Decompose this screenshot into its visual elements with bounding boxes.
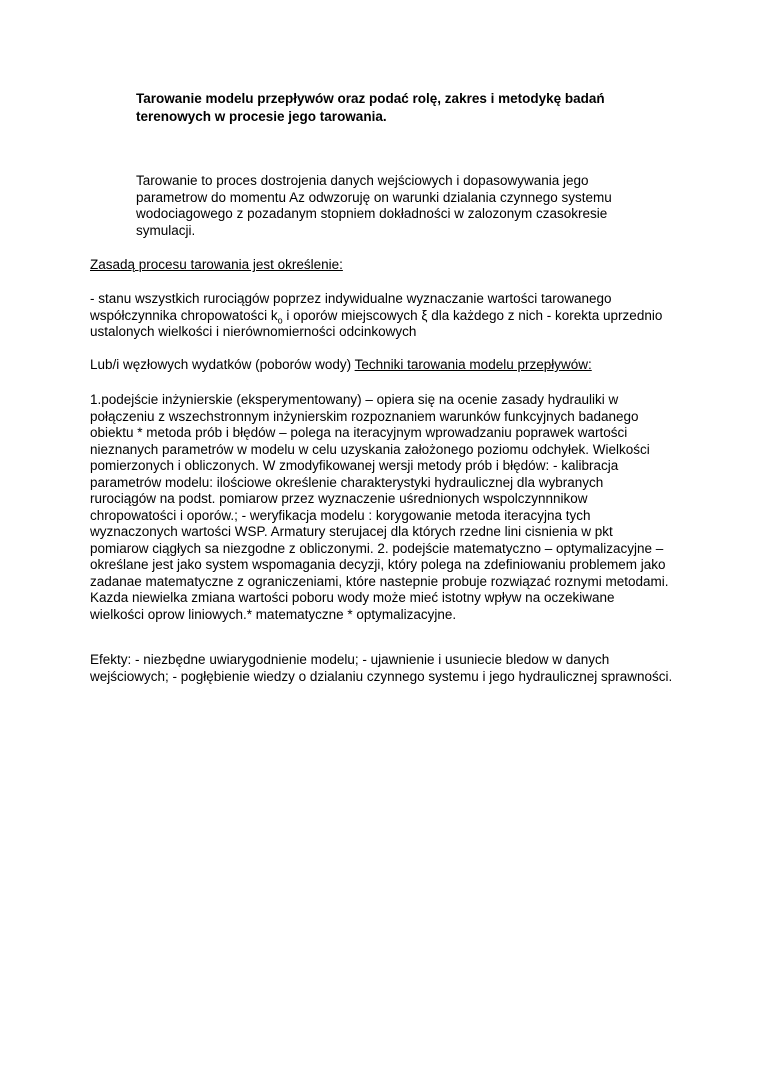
- techniques-heading: Techniki tarowania modelu przepływów:: [354, 357, 592, 372]
- principle-text-end: i oporów miejscowych ξ dla każdego z nich - korekta uprzednio ustalonych wielkości i nierównomierności odcinkowych: [90, 307, 663, 339]
- document-title: Tarowanie modelu przepływów oraz podać rolę, zakres i metodykę badań terenowych w procesie jego tarowania.: [136, 91, 605, 124]
- roughness-subscript: o: [277, 315, 283, 326]
- principle-text-start: - stanu wszystkich rurociągów poprzez indywidualne wyznaczanie wartości tarowanego współczynnika chropowatości k: [90, 291, 612, 323]
- principle-paragraph: [90, 291, 680, 341]
- methods-paragraph: 1.podejście inżynierskie (eksperymentowany) – opiera się na ocenie zasady hydrauliki w połączeniu z wszechstronnym inżynierskim rozpoznaniem warunków funkcyjnych badanego obiektu * metoda prób i błędów – polega na iteracyjnym wprowadzaniu poprawek wartości nieznanych parametrów w modelu w celu uzyskania założonego poziomu odchyłek. Wielkości pomierzonych i obliczonych. W zmodyfikowanej wersji metody prób i błędów: - kalibracja parametrów modelu: ilościowe określenie charakterystyki hydraulicznej dla wybranych rurociągów na podst. pomiarow przez wyznaczenie uśrednionych wspolczynnnikow chropowatości i oporów.; - weryfikacja modelu : korygowanie metoda iteracyjna tych wyznaczonych wartości WSP. Armatury sterujacej dla których rzedne lini cisnienia w pkt pomiarow ciągłych sa niezgodne z obliczonymi. 2. podejście matematyczno – optymalizacyjne – określane jest jako system wspomagania decyzji, który polega na zdefiniowaniu problemem jako zadanae matematyczne z ograniczeniami, które nastepnie probuje rozwiązać roznymi metodami. Kazda niewielka zmiana wartości poboru wody może mieć istotny wpływ na oczekiwane wielkości oprow liniowych.* matematyczne * optymalizacyjne.: [90, 392, 669, 622]
- nodes-text: Lub/i węzłowych wydatków (poborów wody): [90, 357, 355, 372]
- intro-paragraph: Tarowanie to proces dostrojenia danych wejściowych i dopasowywania jego parametrow do momentu Az odwzoruję on warunki dzialania czynnego systemu wodociagowego z pozadanym stopniem dokładności w zalozonym czasokresie symulacji.: [136, 173, 612, 238]
- effects-paragraph: Efekty: - niezbędne uwiarygodnienie modelu; - ujawnienie i usuniecie bledow w danych wejściowych; - pogłębienie wiedzy o dzialaniu czynnego systemu i jego hydraulicznej sprawności.: [90, 652, 673, 684]
- principle-heading: Zasadą procesu tarowania jest określenie:: [90, 257, 343, 272]
- nodes-paragraph: [90, 357, 680, 374]
